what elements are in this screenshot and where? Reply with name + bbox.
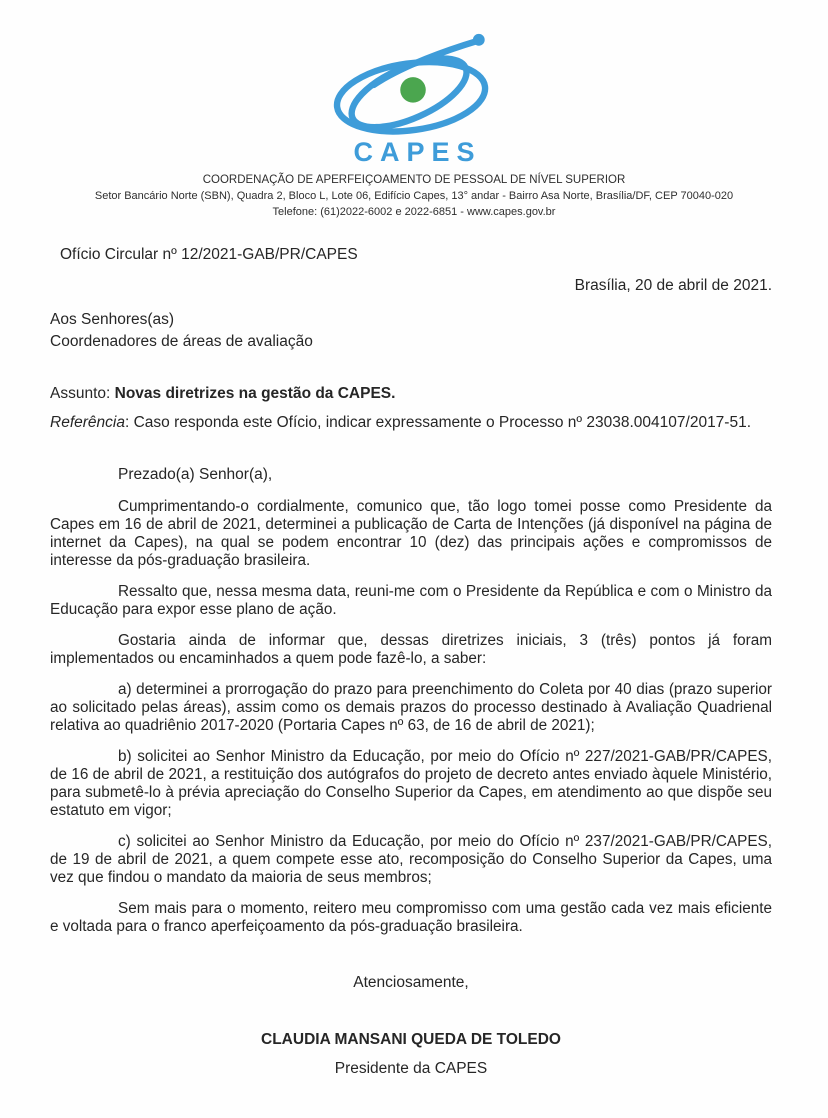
capes-logo-icon — [330, 30, 498, 138]
paragraph-item-b: b) solicitei ao Senhor Ministro da Educação, por meio do Ofício nº 227/2021-GAB/PR/CAPES, de 16 de abril de 2021, a restituição dos autógrafos do projeto de decreto antes enviado àquele Ministério, para submetê-lo à prévia apreciação do Conselho Superior da Capes, em atendimento ao que dispõe seu estatuto em vigor; — [50, 748, 772, 819]
paragraph-3: Gostaria ainda de informar que, dessas diretrizes iniciais, 3 (três) pontos já foram implementados ou encaminhados a quem pode fazê-lo, a saber: — [50, 632, 772, 667]
paragraph-closing: Sem mais para o momento, reitero meu compromisso com uma gestão cada vez mais eficiente e voltada para o franco aperfeiçoamento da pós-graduação brasileira. — [50, 900, 772, 935]
letter-body — [0, 245, 828, 1078]
recipient-line-1: Aos Senhores(as) — [50, 311, 175, 328]
subject-line — [50, 384, 772, 403]
closing-salutation: Atenciosamente, — [353, 974, 469, 991]
paragraph-2: Ressalto que, nessa mesma data, reuni-me com o Presidente da República e com o Ministro da Educação para expor esse plano de ação. — [50, 583, 772, 618]
subject-label: Assunto: — [50, 385, 115, 402]
letterhead — [0, 0, 828, 219]
recipient-line-2: Coordenadores de áreas de avaliação — [50, 333, 313, 350]
paragraph-item-a: a) determinei a prorrogação do prazo para preenchimento do Coleta por 40 dias (prazo superior ao solicitado pelas áreas), assim como os demais prazos do processo destinado à Avaliação Quadrienal relativa ao quadriênio 2017-2020 (Portaria Capes nº 63, de 16 de abril de 2021); — [50, 681, 772, 734]
signature-title: Presidente da CAPES — [334, 1060, 488, 1077]
org-address-line: Setor Bancário Norte (SBN), Quadra 2, Bloco L, Lote 06, Edifício Capes, 13° andar - Bairro Asa Norte, Brasília/DF, CEP 70040-020 — [94, 190, 734, 202]
subject-text: Novas diretrizes na gestão da CAPES. — [114, 385, 396, 402]
letter-reference-number: Ofício Circular nº 12/2021-GAB/PR/CAPES — [60, 246, 358, 263]
capes-wordmark: CAPES — [353, 137, 482, 167]
salutation: Prezado(a) Senhor(a), — [118, 466, 273, 483]
reference-text: : Caso responda este Ofício, indicar expressamente o Processo nº 23038.004107/2017-51. — [124, 414, 752, 431]
org-phone-line: Telefone: (61)2022-6002 e 2022-6851 - www.capes.gov.br — [272, 206, 556, 218]
reference-label: Referência — [50, 414, 125, 431]
signature-name: CLAUDIA MANSANI QUEDA DE TOLEDO — [261, 1031, 561, 1048]
reference-line — [50, 413, 772, 432]
org-name-line: COORDENAÇÃO DE APERFEIÇOAMENTO DE PESSOAL DE NÍVEL SUPERIOR — [202, 174, 626, 186]
paragraph-1: Cumprimentando-o cordialmente, comunico que, tão logo tomei posse como Presidente da Capes em 16 de abril de 2021, determinei a publicação de Carta de Intenções (já disponível na página de internet da Capes), na qual se podem encontrar 10 (dez) das principais ações e compromissos de interesse da pós-graduação brasileira. — [50, 498, 772, 569]
paragraph-item-c: c) solicitei ao Senhor Ministro da Educação, por meio do Ofício nº 237/2021-GAB/PR/CAPES, de 19 de abril de 2021, a quem compete esse ato, recomposição do Conselho Superior da Capes, uma vez que findou o mandato da maioria de seus membros; — [50, 833, 772, 886]
letter-date: Brasília, 20 de abril de 2021. — [574, 277, 772, 294]
